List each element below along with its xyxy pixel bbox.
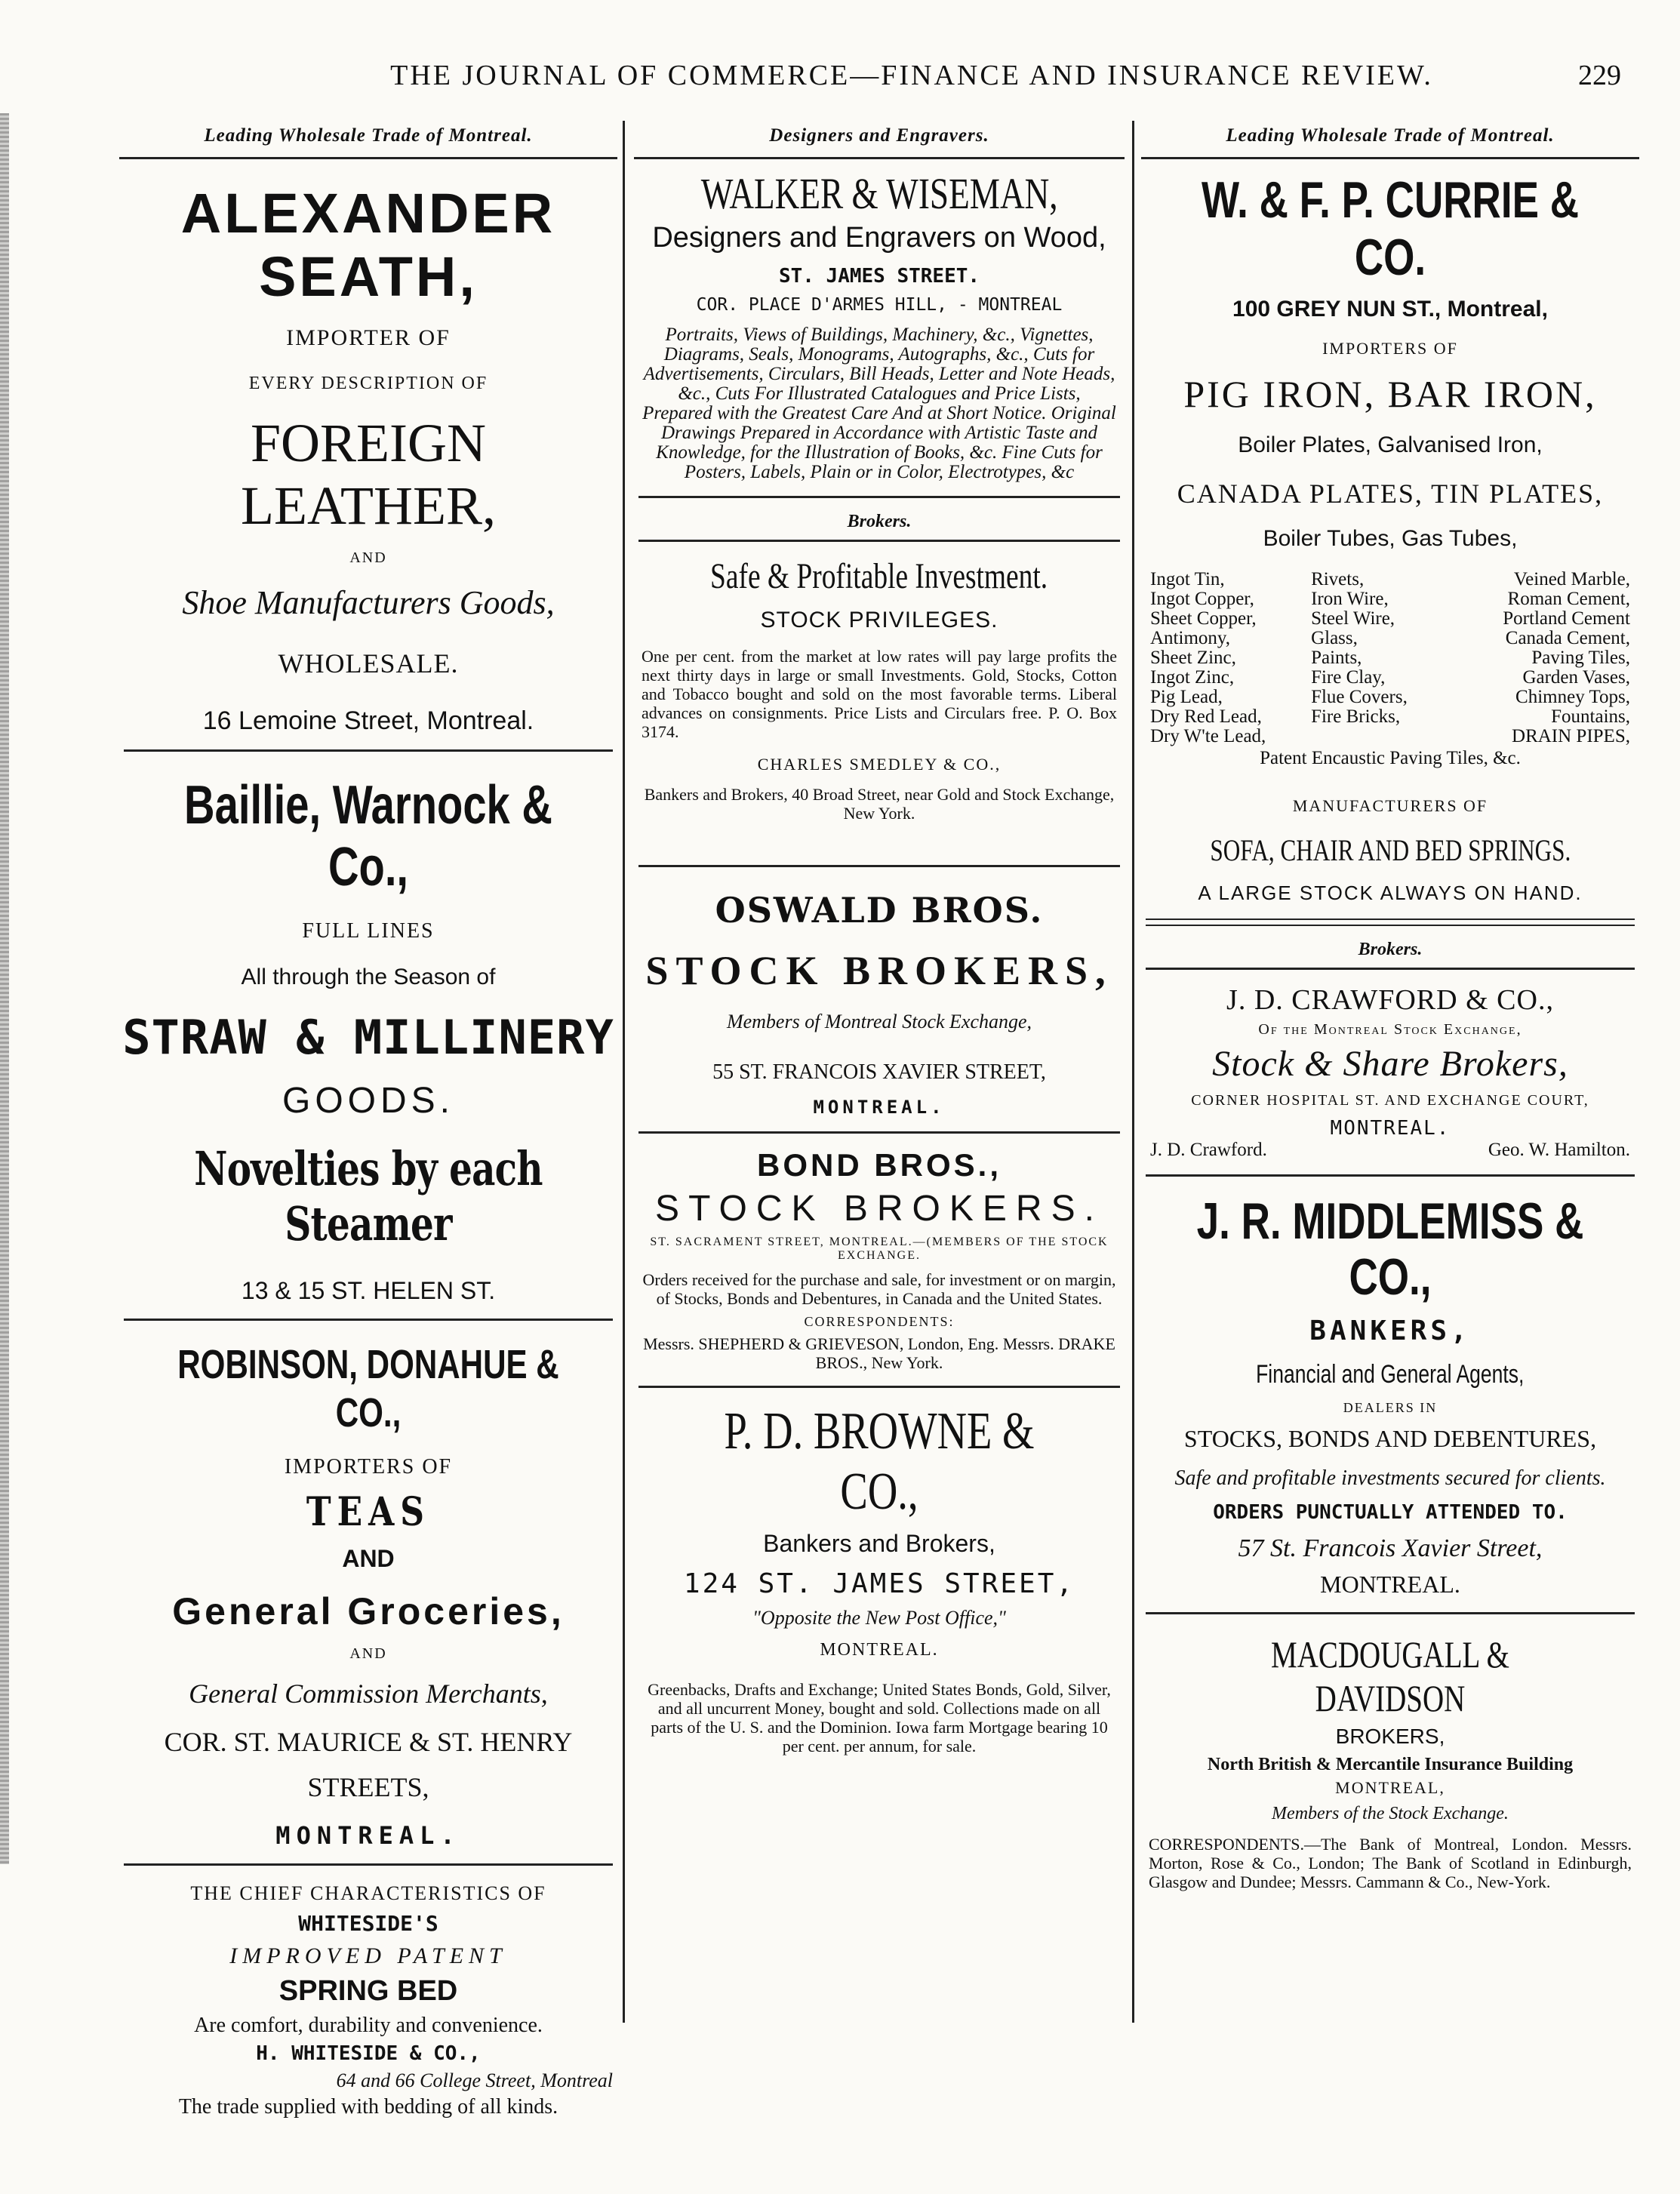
product-item: Garden Vases, <box>1522 667 1630 688</box>
ad-line: MONTREAL. <box>820 1640 939 1660</box>
product-item: Dry W'te Lead, <box>1150 726 1266 746</box>
ad-whiteside <box>119 1879 617 2119</box>
ad-address: 16 Lemoine Street, Montreal. <box>202 706 534 735</box>
ad-line: Boiler Tubes, Gas Tubes, <box>1263 526 1518 551</box>
partner-names <box>1141 1140 1639 1161</box>
product-list <box>1141 570 1639 746</box>
section-heading: Designers and Engravers. <box>634 121 1125 159</box>
ad-body: Orders received for the purchase and sale, for investment or on margin, of Stocks, Bonds and Debentures, in Canada and the United States. <box>642 1270 1116 1308</box>
ad-line: MONTREAL. <box>1330 1117 1451 1140</box>
product-item: DRAIN PIPES, <box>1512 726 1630 746</box>
ad-line: All through the Season of <box>241 965 496 989</box>
section-heading: Leading Wholesale Trade of Montreal. <box>119 121 617 159</box>
ad-line: Patent Encaustic Paving Tiles, &c. <box>1260 748 1521 768</box>
ad-title: ROBINSON, DONAHUE & CO., <box>177 1342 559 1435</box>
ad-title: WALKER & WISEMAN, <box>700 169 1058 218</box>
ad-line: ORDERS PUNCTUALLY ATTENDED TO. <box>1213 1501 1568 1524</box>
ad-body: One per cent. from the market at low rates will pay large profits the next thirty days in large or small Investments. Gold, Stocks, Cotton and Tobacco bought and sold on the most favorable terms. Liberal advances on consignments. Price Lists and Circulars free. P. O. Box 3174. <box>642 647 1117 741</box>
product-item: Sheet Zinc, <box>1150 648 1236 668</box>
divider <box>124 749 613 752</box>
ad-line: BANKERS, <box>1309 1315 1471 1346</box>
partner-name: Geo. W. Hamilton. <box>1488 1140 1630 1160</box>
ad-line: FOREIGN LEATHER, <box>241 413 496 536</box>
ad-title: Safe & Profitable Investment. <box>710 556 1048 596</box>
column-rule-1 <box>623 121 625 2023</box>
section-heading: Brokers. <box>847 512 912 531</box>
column-rule-2 <box>1132 121 1134 2023</box>
ad-title: P. D. BROWNE & CO., <box>724 1402 1035 1521</box>
product-item: Ingot Zinc, <box>1150 667 1235 688</box>
ad-line: ST. JAMES STREET. <box>778 265 980 288</box>
ad-line: IMPORTERS OF <box>1322 339 1458 358</box>
ad-line: Of the Montreal Stock Exchange, <box>1258 1021 1522 1038</box>
ad-oswald-bros <box>634 881 1125 1118</box>
ad-currie <box>1141 159 1639 905</box>
product-item: Portland Cement <box>1503 608 1630 629</box>
ad-line: Are comfort, durability and convenience. <box>194 2014 543 2037</box>
product-item: Fire Bricks, <box>1311 706 1401 727</box>
running-header: THE JOURNAL OF COMMERCE—FINANCE AND INSURANCE REVIEW. <box>390 60 1433 91</box>
ad-line: MONTREAL. <box>275 1821 461 1850</box>
ad-line: Bankers and Brokers, 40 Broad Street, near Gold and Stock Exchange, New York. <box>644 785 1115 823</box>
ad-bond-bros <box>634 1147 1125 1372</box>
product-row <box>1141 727 1639 746</box>
ad-line: IMPORTERS OF <box>284 1455 453 1479</box>
divider <box>1146 1612 1635 1614</box>
ad-line: STRAW & MILLINERY <box>122 1010 614 1065</box>
ad-line: Stock & Share Brokers, <box>1212 1044 1568 1084</box>
ad-line: MONTREAL, <box>1335 1778 1445 1797</box>
product-item <box>1311 727 1469 746</box>
column-middle <box>634 121 1125 1756</box>
ad-body: CORRESPONDENTS.—The Bank of Montreal, London. Messrs. Morton, Rose & Co., London; The Bank of Scotland in Edinburgh, Glasgow and Dundee; Messrs. Cammann & Co., New-York. <box>1149 1835 1632 1891</box>
ad-smedley <box>634 555 1125 823</box>
product-row <box>1141 629 1639 648</box>
ad-line: IMPORTER OF <box>286 325 451 350</box>
product-item: Ingot Copper, <box>1150 589 1254 609</box>
product-item: Iron Wire, <box>1311 589 1389 609</box>
ad-title: Baillie, Warnock & Co., <box>184 775 552 897</box>
ad-line: Financial and General Agents, <box>1256 1360 1525 1389</box>
partner-name: J. D. Crawford. <box>1150 1140 1267 1160</box>
divider <box>638 865 1120 867</box>
divider <box>638 496 1120 498</box>
ad-line: DEALERS IN <box>1343 1400 1438 1415</box>
ad-line: Members of the Stock Exchange. <box>1272 1804 1509 1823</box>
divider <box>1146 1174 1635 1177</box>
ad-line: CORNER HOSPITAL ST. AND EXCHANGE COURT, <box>1191 1092 1589 1109</box>
product-row <box>1141 668 1639 688</box>
ad-line: STOCK PRIVILEGES. <box>760 608 998 632</box>
ad-body: Portraits, Views of Buildings, Machinery, &c., Vignettes, Diagrams, Seals, Monograms, Autographs, &c., Cuts for Advertisements, Circulars, Bill Heads, Letter and Note Heads, &c., Cuts For Illustrated Catalogues and Price Lists, Prepared with the Greatest Care And at Short Notice. Original Drawings Prepared in Accordance with Artistic Taste and Knowledge, for the Illustration of Books, &c. Fine Cuts for Posters, Labels, Plain or in Color, Electrotypes, &c <box>642 325 1116 482</box>
ad-title: BOND BROS., <box>756 1147 1002 1183</box>
ad-macdougall-davidson <box>1141 1628 1639 1891</box>
ad-baillie-warnock <box>119 765 617 1305</box>
ad-line: Safe and profitable investments secured for clients. <box>1174 1466 1606 1490</box>
divider <box>124 1863 613 1866</box>
ad-line: IMPROVED PATENT <box>229 1943 507 1968</box>
ad-line: WHITESIDE'S <box>298 1911 438 1936</box>
ad-crawford <box>1141 983 1639 1161</box>
product-item: Chimney Tops, <box>1515 687 1630 707</box>
ad-line: FULL LINES <box>302 919 435 943</box>
ad-line: Boiler Plates, Galvanised Iron, <box>1238 432 1543 457</box>
ad-middlemiss <box>1141 1190 1639 1599</box>
ad-line: AND <box>349 1645 387 1662</box>
divider <box>638 1131 1120 1134</box>
product-item: Veined Marble, <box>1513 569 1630 589</box>
ad-title: ALEXANDER SEATH, <box>180 182 556 308</box>
ad-line: Designers and Engravers on Wood, <box>652 222 1106 254</box>
ad-line: AND <box>349 549 387 566</box>
product-item: Glass, <box>1311 628 1358 648</box>
ad-title: W. & F. P. CURRIE & CO. <box>1201 171 1580 286</box>
ad-walker-wiseman <box>634 159 1125 482</box>
ad-line: SPRING BED <box>278 1975 458 2007</box>
ad-line: STREETS, <box>307 1772 429 1802</box>
ad-line: EVERY DESCRIPTION OF <box>248 374 488 393</box>
product-row <box>1141 707 1639 727</box>
ad-line: COR. PLACE D'ARMES HILL, - MONTREAL <box>696 295 1063 315</box>
product-item: Sheet Copper, <box>1150 608 1257 629</box>
ad-title: J. D. CRAWFORD & CO., <box>1226 984 1554 1016</box>
ad-line: CHARLES SMEDLEY & CO., <box>757 755 1002 774</box>
ad-line: 64 and 66 College Street, Montreal <box>336 2069 613 2091</box>
ad-line: Messrs. SHEPHERD & GRIEVESON, London, Eng. Messrs. DRAKE BROS., New York. <box>643 1334 1115 1372</box>
ad-line: Members of Montreal Stock Exchange, <box>726 1011 1032 1032</box>
ad-line: Novelties by each Steamer <box>194 1141 543 1251</box>
ad-line: SOFA, CHAIR AND BED SPRINGS. <box>1210 833 1571 867</box>
section-heading: Leading Wholesale Trade of Montreal. <box>1141 121 1639 159</box>
ad-title: J. R. MIDDLEMISS & CO., <box>1196 1192 1584 1306</box>
ad-line: "Opposite the New Post Office," <box>752 1607 1006 1629</box>
ad-line: STOCK BROKERS, <box>645 948 1113 993</box>
product-item: Fire Clay, <box>1311 667 1386 688</box>
double-divider <box>1146 919 1635 926</box>
ad-line: PIG IRON, BAR IRON, <box>1183 373 1597 415</box>
ad-line: STOCKS, BONDS AND DEBENTURES, <box>1183 1425 1597 1452</box>
column-right <box>1141 121 1639 1891</box>
ad-line: A LARGE STOCK ALWAYS ON HAND. <box>1198 882 1583 904</box>
ad-line: 124 ST. JAMES STREET, <box>683 1568 1075 1599</box>
product-item: Canada Cement, <box>1505 628 1630 648</box>
ad-line: GOODS. <box>282 1081 455 1121</box>
ad-address: 13 & 15 ST. HELEN ST. <box>241 1277 496 1304</box>
ad-line: ST. SACRAMENT STREET, MONTREAL.—(MEMBERS OF THE STOCK EXCHANGE. <box>650 1235 1109 1262</box>
ad-line: COR. ST. MAURICE & ST. HENRY <box>164 1727 573 1757</box>
product-row <box>1141 570 1639 589</box>
ad-line: 55 ST. FRANCOIS XAVIER STREET, <box>712 1060 1046 1084</box>
ad-line: STOCK BROKERS. <box>655 1189 1103 1229</box>
ad-line: MANUFACTURERS OF <box>1292 796 1488 815</box>
ad-line: Bankers and Brokers, <box>763 1530 995 1557</box>
product-row <box>1141 688 1639 707</box>
ad-line: CORRESPONDENTS: <box>804 1314 955 1329</box>
ad-robinson-donahue <box>119 1334 617 1850</box>
column-left <box>119 121 617 2119</box>
ad-line: General Commission Merchants, <box>189 1679 548 1709</box>
ad-line: TEAS <box>306 1488 431 1536</box>
ad-line: 100 GREY NUN ST., Montreal, <box>1232 297 1548 322</box>
ad-title: OSWALD BROS. <box>715 890 1044 931</box>
divider <box>124 1319 613 1321</box>
product-item: Fountains, <box>1551 706 1630 727</box>
product-row <box>1141 589 1639 609</box>
product-item: Pig Lead, <box>1150 687 1223 707</box>
product-item: Ingot Tin, <box>1150 569 1225 589</box>
divider <box>638 1386 1120 1388</box>
product-row <box>1141 609 1639 629</box>
ad-line: The trade supplied with bedding of all kinds. <box>178 2095 558 2119</box>
ad-body: Greenbacks, Drafts and Exchange; United States Bonds, Gold, Silver, and all uncurrent Money, bought and sold. Collections made on all parts of the U. S. and the Dominion. Iowa farm Mortgage bearing 10 per cent. per annum, for sale. <box>648 1680 1111 1756</box>
section-heading: Brokers. <box>1358 940 1423 959</box>
ad-line: BROKERS, <box>1335 1725 1445 1748</box>
ad-line: North British & Mercantile Insurance Building <box>1207 1755 1574 1774</box>
divider <box>1146 968 1635 970</box>
ad-line: H. WHITESIDE & CO., <box>256 2042 481 2065</box>
ad-title: MACDOUGALL & DAVIDSON <box>1271 1633 1509 1719</box>
ad-line: CANADA PLATES, TIN PLATES, <box>1177 478 1604 509</box>
ad-line: General Groceries, <box>172 1590 565 1632</box>
ad-pd-browne <box>634 1402 1125 1756</box>
product-item: Flue Covers, <box>1311 687 1408 707</box>
scanned-page-edge <box>0 113 9 1864</box>
ad-line: MONTREAL. <box>813 1097 946 1118</box>
ad-line: AND <box>342 1545 395 1572</box>
product-item: Rivets, <box>1311 569 1365 589</box>
product-item: Dry Red Lead, <box>1150 706 1262 727</box>
ad-alexander-seath <box>119 159 617 736</box>
ad-line: Shoe Manufacturers Goods, <box>182 584 555 621</box>
product-item: Roman Cement, <box>1507 589 1630 609</box>
product-item: Paints, <box>1311 648 1362 668</box>
product-item: Antimony, <box>1150 628 1231 648</box>
ad-line: 57 St. Francois Xavier Street, <box>1238 1534 1543 1562</box>
product-item: Paving Tiles, <box>1531 648 1630 668</box>
ad-line: MONTREAL. <box>1320 1571 1460 1598</box>
divider <box>638 540 1120 542</box>
ad-line: THE CHIEF CHARACTERISTICS OF <box>190 1882 546 1904</box>
ad-line: WHOLESALE. <box>278 648 459 679</box>
page-number: 229 <box>1578 60 1621 91</box>
product-row <box>1141 648 1639 668</box>
product-item: Steel Wire, <box>1311 608 1395 629</box>
